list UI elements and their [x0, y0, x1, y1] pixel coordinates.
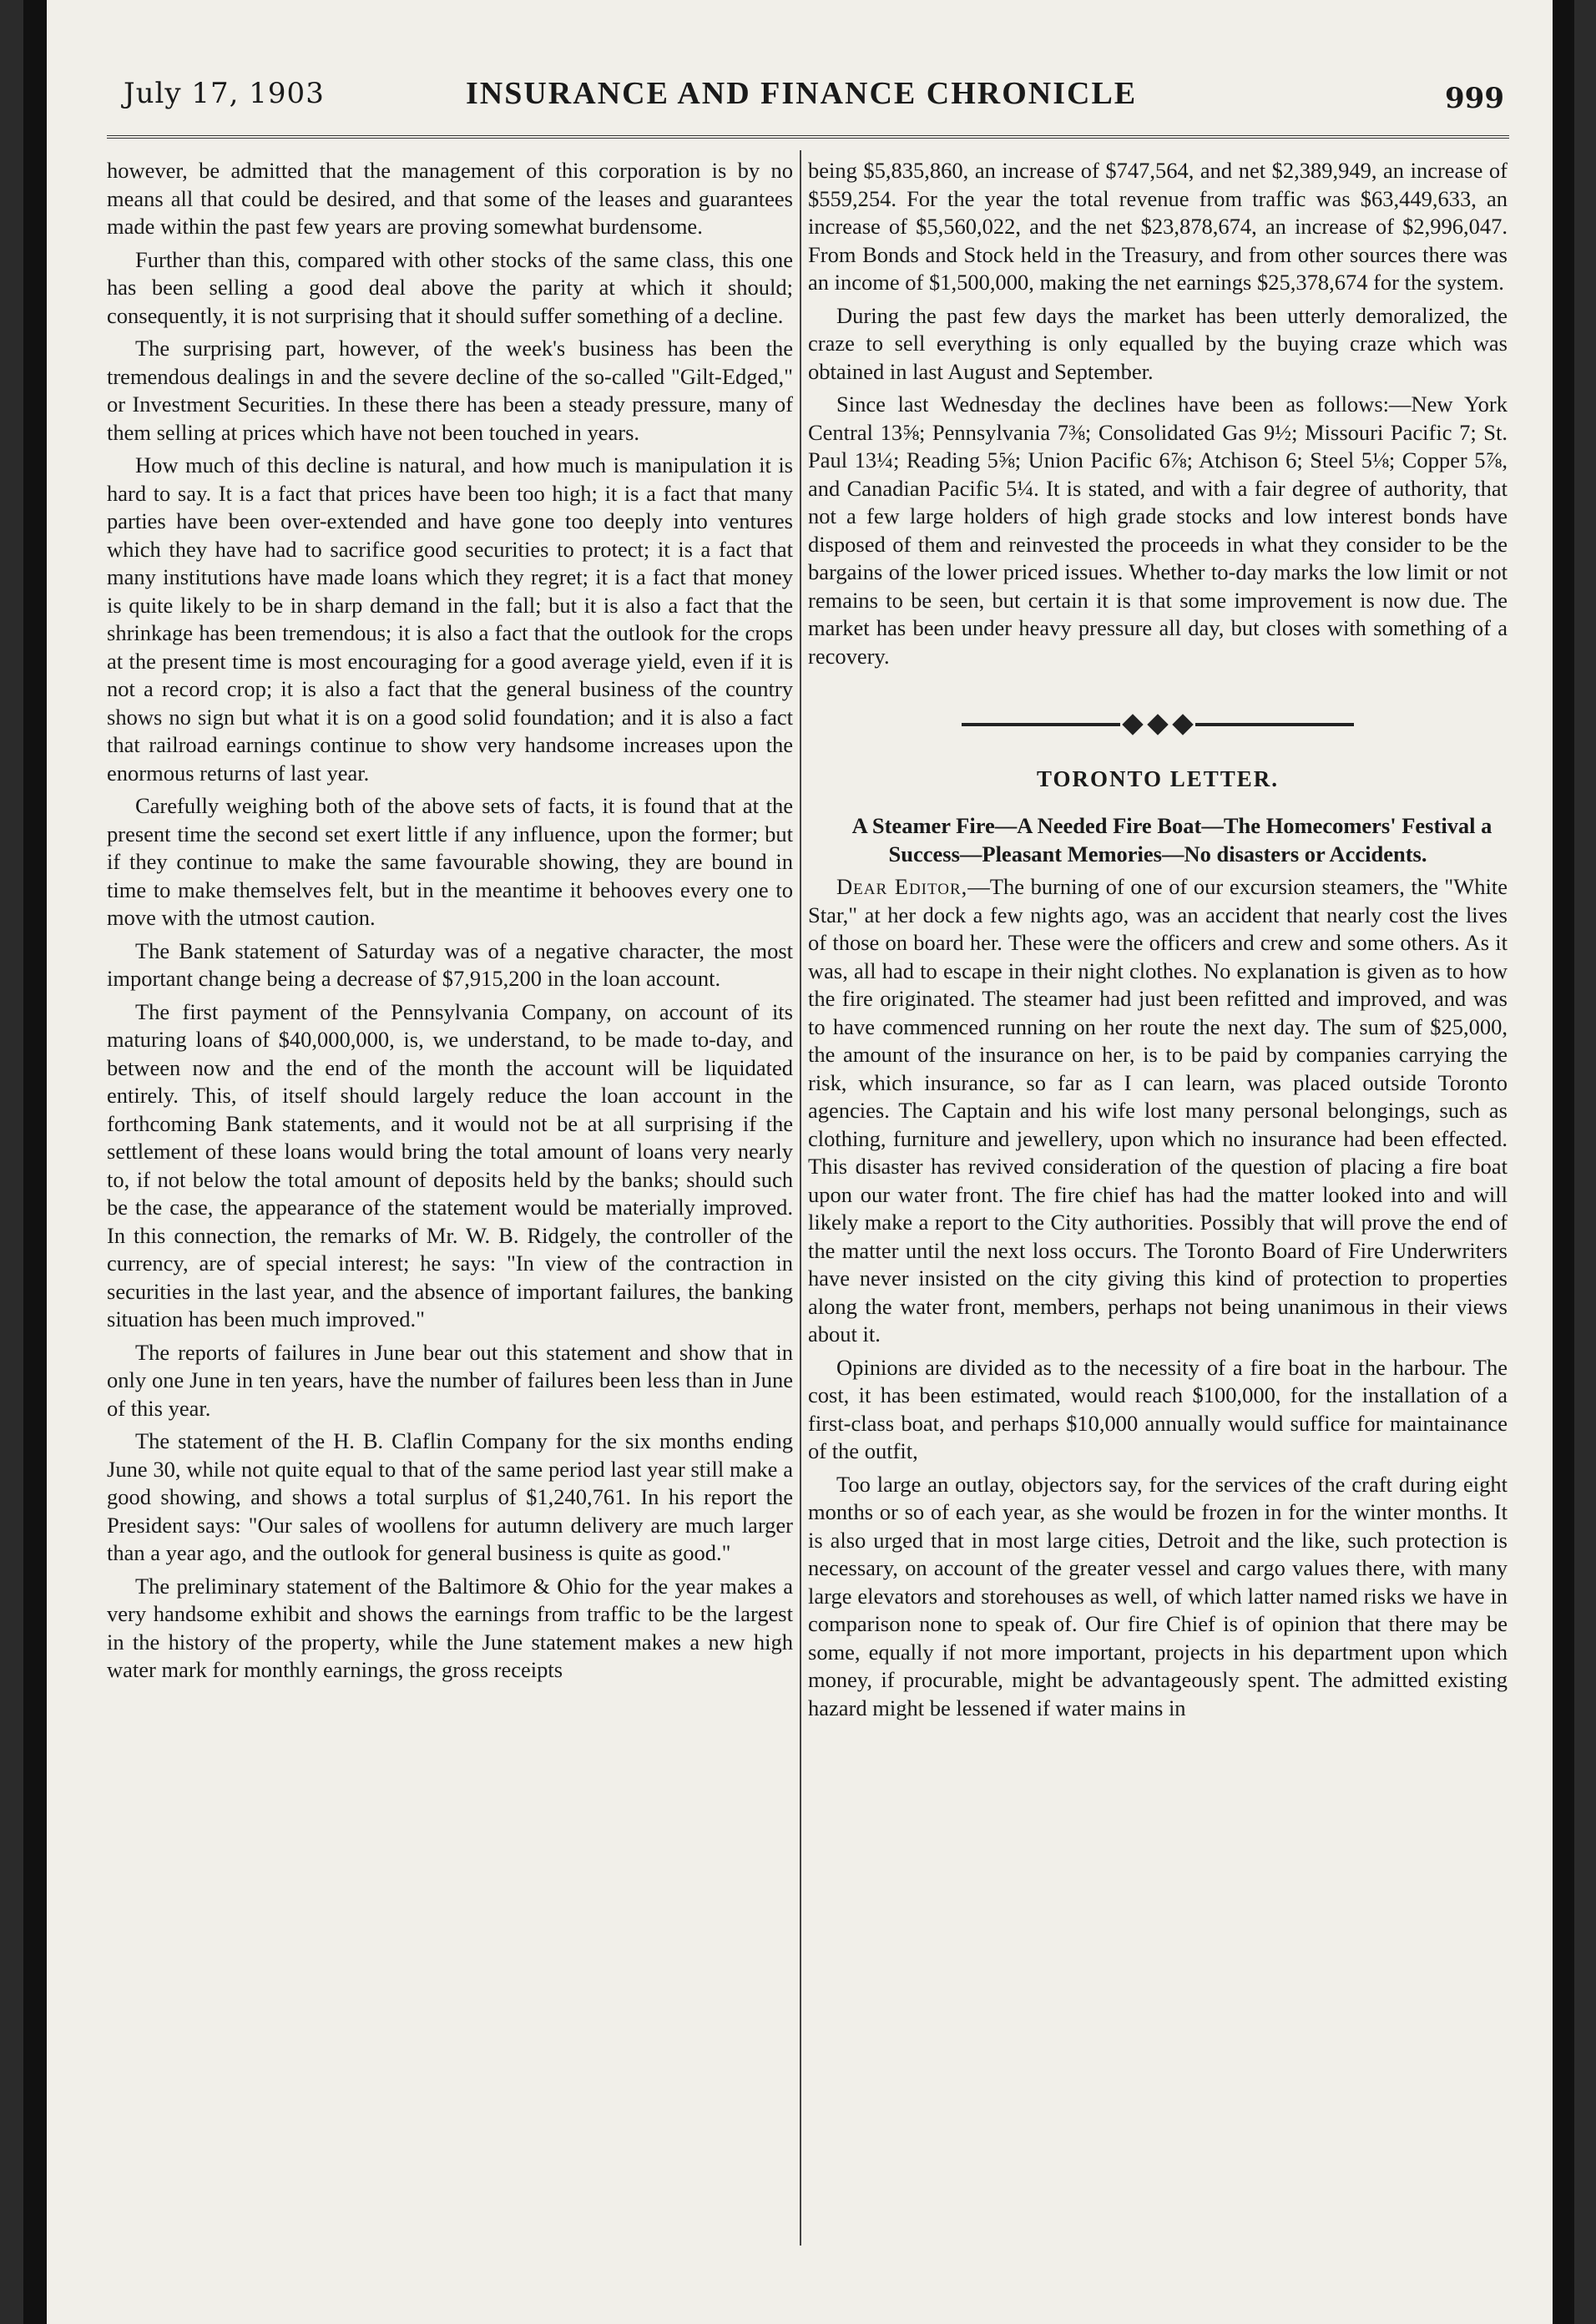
- scan-edge-left: [23, 0, 47, 2324]
- paragraph: Further than this, compared with other stocks of the same class, this one has been selling a good deal above the parity at which it should; consequently, it is not surprising that it should suffer something of a decline.: [107, 246, 793, 328]
- paragraph: Carefully weighing both of the above sets of facts, it is found that at the present time the second set exert little if any influence, upon the former; but if they continue to make the same favourable showing, they are bound in time to make themselves felt, but in the meantime it behooves every one to move with the utmost caution.: [107, 793, 793, 930]
- paragraph: The Bank statement of Saturday was of a negative character, the most important change being a decrease of $7,915,200 in the loan account.: [107, 937, 793, 991]
- salutation: Dear Editor,: [836, 874, 968, 899]
- right-column: [808, 157, 1508, 1727]
- scan-edge-right: [1553, 0, 1574, 2324]
- page-number: 999: [1445, 82, 1504, 115]
- paragraph: [808, 873, 1508, 1349]
- paragraph: The reports of failures in June bear out this statement and show that in only one June in ten years, have the number of failures been less than in June of this year.: [107, 1339, 793, 1421]
- paragraph: however, be admitted that the management of this corporation is by no means all that could be desired, and that some of the leases and guarantees made within the past few years are proving somewhat burdensome.: [107, 158, 793, 239]
- paragraph: Too large an outlay, objectors say, for the services of the craft during eight months or so of each year, as she would be frozen in for the winter months. It is also urged that in most large cities, Detroit and the like, such protection is necessary, on account of the greater vessel and cargo values there, with many large elevators and storehouses as well, of which latter named risks we have in comparison none to speak of. Our fire Chief is of opinion that there may be some, equally if not more important, projects in his department upon which money, if procurable, might be advantageously spent. The admitted existing hazard might be lessened if water mains in: [808, 1471, 1508, 1720]
- toronto-letter-title: TORONTO LETTER.: [1036, 765, 1280, 791]
- paragraph: The preliminary statement of the Baltimore & Ohio for the year makes a very handsome exhibit and shows the earnings from traffic to be the largest in the history of the property, while the June statement makes a new high water mark for monthly earnings, the gross receipts: [107, 1573, 793, 1682]
- page-header: [107, 77, 1509, 139]
- paragraph: Opinions are divided as to the necessity of a fire boat in the harbour. The cost, it has been estimated, would reach $100,000, for the installation of a first-class boat, and perhaps $10,000 annually would suffice for maintainance of the outfit,: [808, 1354, 1508, 1463]
- header-date: July 17, 1903: [124, 77, 325, 110]
- newspaper-page: [23, 0, 1574, 2324]
- paragraph: The surprising part, however, of the week's business has been the tremendous dealings in and the severe decline of the so-called "Gilt-Edged," or Investment Securities. In these there has been a steady pressure, many of them selling at prices which have not been touched in years.: [107, 336, 793, 445]
- paragraph-text: —The burning of one of our excursion steamers, the "White Star," at her dock a few nights ago, was an accident that nearly cost the lives of those on board her. These were the officers and crew and some others. As it was, all had to escape in their night clothes. No explanation is given as to how the fire originated. The steamer had just been refitted and improved, and was to have commenced running on her route the next day. The sum of $25,000, the amount of the insurance on her, is to be paid by companies carrying the risk, which insurance, so far as I can learn, was placed outside Toronto agencies. The Captain and his wife lost many personal belongings, such as clothing, furniture and jewellery, upon which no insurance had been effected. This disaster has revived consideration of the question of placing a fire boat upon our water front. The fire chief has had the matter looked into and will likely make a report to the City authorities. Possibly that will prove the end of the matter until the next loss occurs. The Toronto Board of Fire Underwriters have never insisted on the city giving this kind of protection to properties along the water front, members, perhaps not being unanimous in their views about it.: [808, 874, 1508, 1346]
- paragraph: The first payment of the Pennsylvania Company, on account of its maturing loans of $40,000,000, is, we understand, to be made to-day, and between now and the end of the month the account will be liquidated entirely. This, of itself should largely reduce the loan account in the forthcoming Bank statements, and it would not be at all surprising if the settlement of these loans would bring the total amount of loans very nearly to, if not below the total amount of deposits held by the banks; should such be the case, the appearance of the statement would be materially improved. In this connection, the remarks of Mr. W. B. Ridgely, the controller of the currency, are of special interest; he says: "In view of the contraction in securities in the last year, and the absence of important failures, the banking situation has been much improved.": [107, 998, 793, 1331]
- paragraph: During the past few days the market has been utterly demoralized, the craze to sell everything is only equalled by the buying craze which was obtained in last August and September.: [808, 302, 1508, 384]
- section-ornament: [808, 709, 1508, 737]
- paragraph: The statement of the H. B. Claflin Company for the six months ending June 30, while not quite equal to that of the same period last year still make a good showing, and shows a total surplus of $1,240,761. In his report the President says: "Our sales of woollens for autumn delivery are much larger than a year ago, and the outlook for general business is quite as good.": [107, 1428, 793, 1565]
- paragraph: Since last Wednesday the declines have been as follows:—New York Central 13⅝; Pennsylvania 7⅜; Consolidated Gas 9½; Missouri Pacific 7; St. Paul 13¼; Reading 5⅝; Union Pacific 6⅞; Atchison 6; Steel 5⅛; Copper 5⅞, and Canadian Pacific 5¼. It is stated, and with a fair degree of authority, that not a few large holders of high grade stocks and low interest bonds have disposed of them and reinvested the proceeds in what they consider to be the bargains of the lower priced issues. Whether to-day marks the low limit or not remains to be seen, but certain it is that some improvement is now due. The market has been under heavy pressure all day, but closes with something of a recovery.: [808, 392, 1508, 669]
- column-divider: [800, 150, 801, 2246]
- paragraph: How much of this decline is natural, and how much is manipulation it is hard to say. It is a fact that prices have been too high; it is a fact that many parties have been over-extended and have gone too deeply into ventures which they have had to sacrifice good securities to protect; it is a fact that many institutions have made loans which they regret; it is a fact that money is quite likely to be in sharp demand in the fall; but it is also a fact that the shrinkage has been tremendous; it is also a fact that the outlook for the crops at the present time is most encouraging for a good average yield, even if it is not a record crop; it is also a fact that the general business of the country shows no sign but what it is on a good solid foundation; and it is also a fact that railroad earnings continue to show very handsome increases upon the enormous returns of last year.: [107, 452, 793, 786]
- toronto-letter-subtitle: A Steamer Fire—A Needed Fire Boat—The Homecomers' Festival a Success—Pleasant Memories—No disasters or Accidents.: [851, 813, 1492, 866]
- paragraph: being $5,835,860, an increase of $747,564, and net $2,389,949, an increase of $559,254. For the year the total revenue from traffic was $63,449,633, an increase of $5,560,022, and the net $23,878,674, an increase of $2,996,047. From Bonds and Stock held in the Treasury, and from other sources there was an income of $1,500,000, making the net earnings $25,378,674 for the system.: [808, 158, 1508, 295]
- left-column: [107, 157, 793, 1690]
- publication-title: INSURANCE AND FINANCE CHRONICLE: [466, 76, 1138, 111]
